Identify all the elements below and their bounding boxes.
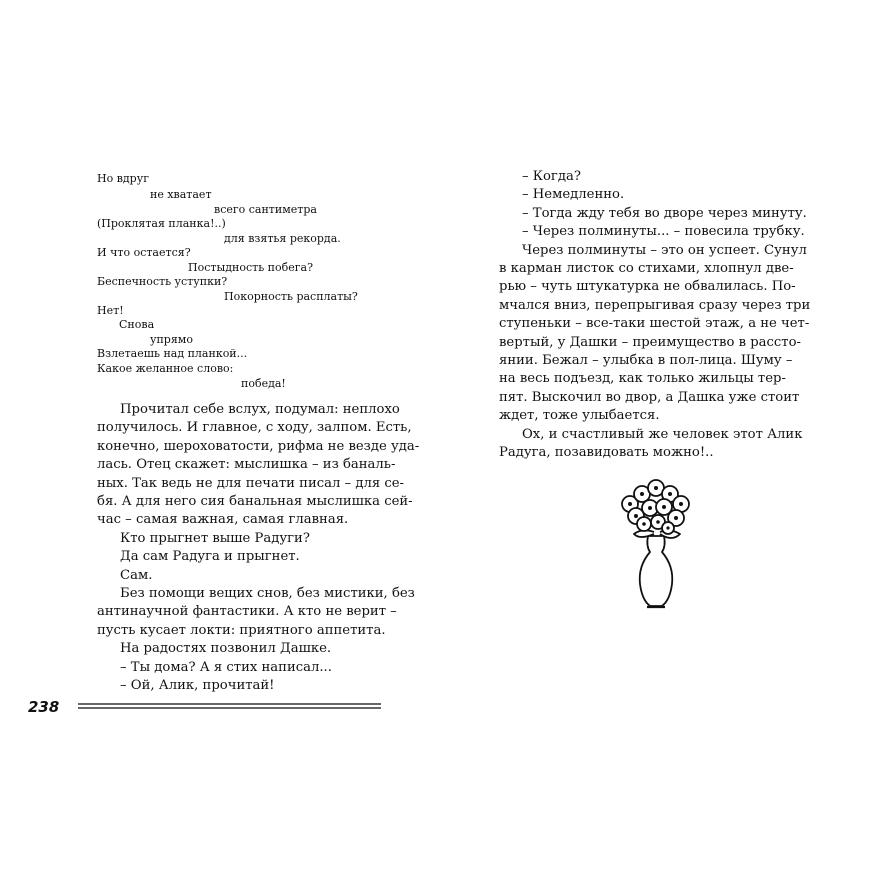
text-line: вертый, у Дашки – преимущество в рассто- bbox=[499, 334, 801, 350]
text-line: ных. Так ведь не для печати писал – для се- bbox=[97, 475, 405, 491]
left-prose bbox=[97, 401, 420, 696]
text-line: в карман листок со стихами, хлопнул две- bbox=[499, 261, 794, 277]
poem-line: Взлетаешь над планкой... bbox=[97, 347, 248, 360]
text-line: Радуга, позавидовать можно!.. bbox=[499, 445, 714, 461]
text-line: Ох, и счастливый же человек этот Алик bbox=[522, 426, 803, 442]
text-line: – Тогда жду тебя во дворе через минуту. bbox=[522, 205, 807, 221]
right-prose bbox=[499, 168, 809, 463]
poem-line: Какое желанное слово: bbox=[97, 362, 234, 375]
text-line: на весь подъезд, как только жильцы тер- bbox=[499, 371, 786, 387]
poem-line: для взятья рекорда. bbox=[224, 232, 341, 245]
text-line: Сам. bbox=[120, 567, 153, 583]
text-line: – Когда? bbox=[522, 169, 581, 184]
text-line: Прочитал себе вслух, подумал: неплохо bbox=[120, 402, 400, 417]
text-line: – Ой, Алик, прочитай! bbox=[120, 678, 275, 694]
text-line: пусть кусает локти: приятного аппетита. bbox=[97, 622, 386, 638]
text-line: Кто прыгнет выше Радуги? bbox=[120, 530, 310, 546]
text-line: час – самая важная, самая главная. bbox=[97, 512, 349, 528]
text-line: Да сам Радуга и прыгнет. bbox=[120, 549, 300, 565]
text-line: Без помощи вещих снов, без мистики, без bbox=[120, 586, 415, 602]
text-line: рью – чуть штукатурка не обвалилась. По- bbox=[499, 279, 796, 295]
text-line: ждет, тоже улыбается. bbox=[499, 408, 660, 424]
text-line: ступеньки – все-таки шестой этаж, а не чет- bbox=[499, 316, 810, 332]
footer-rule bbox=[78, 707, 381, 709]
poem-line: (Проклятая планка!..) bbox=[97, 217, 226, 230]
text-line: лась. Отец скажет: мыслишка – из баналь- bbox=[97, 457, 396, 473]
text-line: – Ты дома? А я стих написал... bbox=[120, 659, 332, 675]
text-line: мчался вниз, перепрыгивая сразу через три bbox=[499, 297, 811, 313]
poem-line: Нет! bbox=[97, 304, 124, 317]
poem-line: Постыдность побега? bbox=[188, 261, 313, 274]
text-line: Через полминуты – это он успеет. Сунул bbox=[522, 242, 807, 258]
text-line: пят. Выскочил во двор, а Дашка уже стоит bbox=[499, 389, 800, 405]
text-line: На радостях позвонил Дашке. bbox=[120, 641, 332, 657]
poem-line: не хватает bbox=[150, 188, 212, 201]
footer-rule bbox=[78, 703, 381, 705]
poem-line: Но вдруг bbox=[97, 172, 149, 185]
text-line: – Немедленно. bbox=[522, 187, 625, 203]
poem-line: Беспечность уступки? bbox=[97, 275, 228, 288]
poem-line: Снова bbox=[119, 318, 155, 331]
poem-line: И что остается? bbox=[97, 246, 191, 259]
text-line: антинаучной фантастики. А кто не верит – bbox=[97, 604, 397, 620]
poem-line: победа! bbox=[241, 377, 286, 390]
text-line: – Через полминуты... – повесила трубку. bbox=[522, 224, 805, 240]
text-line: янии. Бежал – улыбка в пол-лица. Шуму – bbox=[499, 353, 793, 369]
poem-line: упрямо bbox=[150, 333, 193, 346]
page-number: 238 bbox=[28, 698, 60, 716]
text-line: получилось. И главное, с ходу, залпом. Есть, bbox=[97, 420, 412, 436]
poem-line: всего сантиметра bbox=[214, 203, 317, 216]
flower-vase-icon bbox=[610, 474, 700, 614]
text-line: конечно, шероховатости, рифма не везде уда- bbox=[97, 438, 420, 454]
text-line: бя. А для него сия банальная мыслишка сей- bbox=[97, 494, 413, 510]
poem-line: Покорность расплаты? bbox=[224, 290, 358, 303]
